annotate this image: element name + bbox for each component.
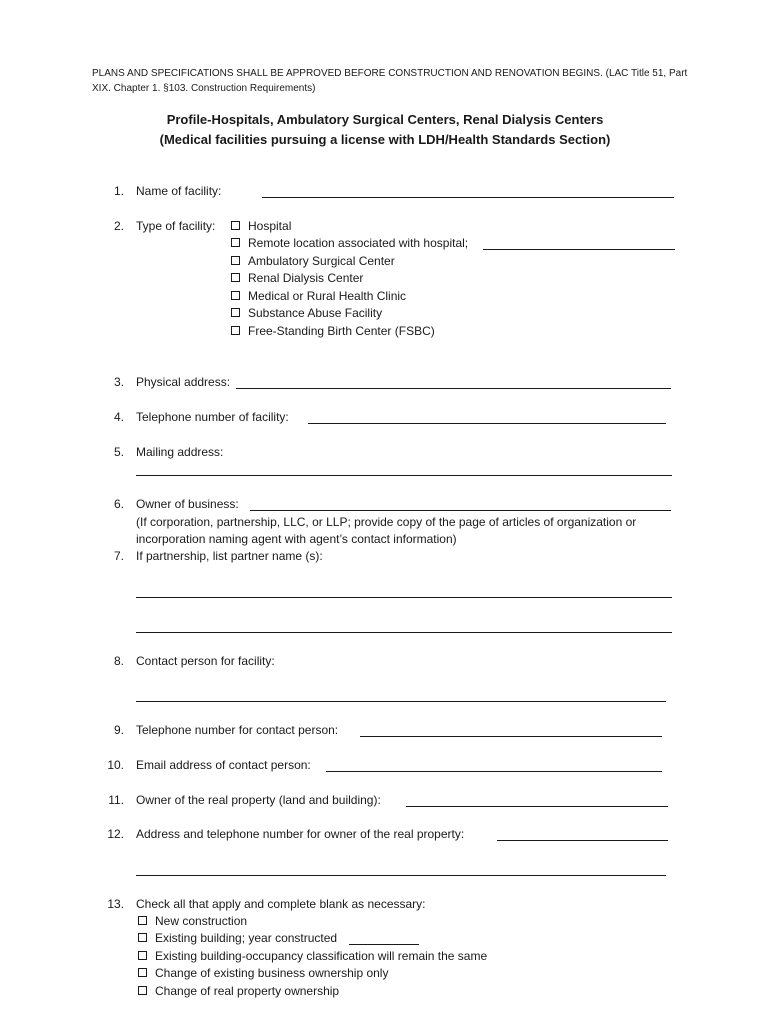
property-owner-field[interactable] bbox=[406, 806, 668, 807]
facility-type-option-asc[interactable]: Ambulatory Surgical Center bbox=[231, 253, 395, 270]
checkbox-icon[interactable] bbox=[138, 968, 147, 977]
checkbox-icon[interactable] bbox=[231, 273, 240, 282]
business-owner-field[interactable] bbox=[250, 510, 671, 511]
contact-email-label: Email address of contact person: bbox=[136, 758, 311, 772]
item-number: 10. bbox=[107, 758, 124, 772]
year-constructed-field[interactable] bbox=[349, 944, 419, 945]
checkbox-icon[interactable] bbox=[138, 916, 147, 925]
item-number: 5. bbox=[113, 445, 124, 459]
item-number: 8. bbox=[113, 654, 124, 668]
facility-phone-field[interactable] bbox=[308, 423, 666, 424]
project-type-option-new[interactable]: New construction bbox=[138, 913, 247, 930]
item-number: 9. bbox=[113, 723, 124, 737]
item-number: 3. bbox=[113, 375, 124, 389]
facility-type-option-substance[interactable]: Substance Abuse Facility bbox=[231, 305, 382, 322]
checkbox-icon[interactable] bbox=[138, 951, 147, 960]
facility-type-option-hospital[interactable]: Hospital bbox=[231, 218, 291, 235]
business-owner-note-cont: incorporation naming agent with agent’s contact information) bbox=[136, 532, 457, 546]
contact-phone-field[interactable] bbox=[360, 736, 662, 737]
form-title: Profile-Hospitals, Ambulatory Surgical Centers, Renal Dialysis Centers bbox=[166, 112, 604, 127]
partner-names-field-1[interactable] bbox=[136, 597, 672, 598]
property-owner-contact-field-2[interactable] bbox=[136, 875, 666, 876]
facility-type-option-clinic[interactable]: Medical or Rural Health Clinic bbox=[231, 288, 406, 305]
business-owner-note: (If corporation, partnership, LLC, or LLP; provide copy of the page of articles of organization or bbox=[136, 515, 637, 529]
remote-location-field[interactable] bbox=[483, 249, 675, 250]
project-type-option-existing[interactable]: Existing building; year constructed bbox=[138, 930, 337, 947]
checkbox-icon[interactable] bbox=[138, 933, 147, 942]
facility-type-option-renal[interactable]: Renal Dialysis Center bbox=[231, 270, 363, 287]
contact-email-field[interactable] bbox=[326, 771, 662, 772]
contact-person-field[interactable] bbox=[136, 701, 666, 702]
property-owner-contact-field[interactable] bbox=[497, 840, 668, 841]
checkbox-icon[interactable] bbox=[231, 326, 240, 335]
facility-phone-label: Telephone number of facility: bbox=[136, 410, 289, 424]
form-subtitle: (Medical facilities pursuing a license with LDH/Health Standards Section) bbox=[159, 132, 611, 147]
project-type-label: Check all that apply and complete blank as necessary: bbox=[136, 897, 426, 911]
item-number: 4. bbox=[113, 410, 124, 424]
project-type-option-property-ownership[interactable]: Change of real property ownership bbox=[138, 983, 339, 1000]
property-owner-label: Owner of the real property (land and building): bbox=[136, 793, 381, 807]
property-owner-contact-label: Address and telephone number for owner of the real property: bbox=[136, 827, 465, 841]
checkbox-icon[interactable] bbox=[231, 308, 240, 317]
business-owner-label: Owner of business: bbox=[136, 497, 239, 511]
item-number: 13. bbox=[107, 897, 124, 911]
facility-name-field[interactable] bbox=[262, 197, 674, 198]
facility-name-label: Name of facility: bbox=[136, 184, 222, 198]
facility-type-option-remote[interactable]: Remote location associated with hospital; bbox=[231, 235, 468, 252]
contact-person-label: Contact person for facility: bbox=[136, 654, 275, 668]
mailing-address-label: Mailing address: bbox=[136, 445, 224, 459]
project-type-option-occupancy[interactable]: Existing building-occupancy classification will remain the same bbox=[138, 948, 487, 965]
checkbox-icon[interactable] bbox=[231, 291, 240, 300]
partner-names-label: If partnership, list partner name (s): bbox=[136, 549, 323, 563]
physical-address-label: Physical address: bbox=[136, 375, 231, 389]
mailing-address-field[interactable] bbox=[136, 475, 672, 476]
item-number: 2. bbox=[113, 219, 124, 233]
header-note: PLANS AND SPECIFICATIONS SHALL BE APPROVED BEFORE CONSTRUCTION AND RENOVATION BEGINS. (LAC Title 51, Part XIX. Chapter 1. §103. Construction Requirements) bbox=[92, 68, 688, 94]
checkbox-icon[interactable] bbox=[231, 238, 240, 247]
physical-address-field[interactable] bbox=[236, 388, 671, 389]
partner-names-field-2[interactable] bbox=[136, 632, 672, 633]
item-number: 6. bbox=[113, 497, 124, 511]
facility-type-label: Type of facility: bbox=[136, 219, 216, 233]
checkbox-icon[interactable] bbox=[138, 986, 147, 995]
contact-phone-label: Telephone number for contact person: bbox=[136, 723, 339, 737]
item-number: 11. bbox=[108, 793, 124, 807]
item-number: 7. bbox=[113, 549, 124, 563]
item-number: 12. bbox=[107, 827, 124, 841]
checkbox-icon[interactable] bbox=[231, 221, 240, 230]
project-type-option-business-ownership[interactable]: Change of existing business ownership only bbox=[138, 965, 388, 982]
checkbox-icon[interactable] bbox=[231, 256, 240, 265]
facility-type-option-fsbc[interactable]: Free-Standing Birth Center (FSBC) bbox=[231, 323, 435, 340]
item-number: 1. bbox=[113, 184, 124, 198]
